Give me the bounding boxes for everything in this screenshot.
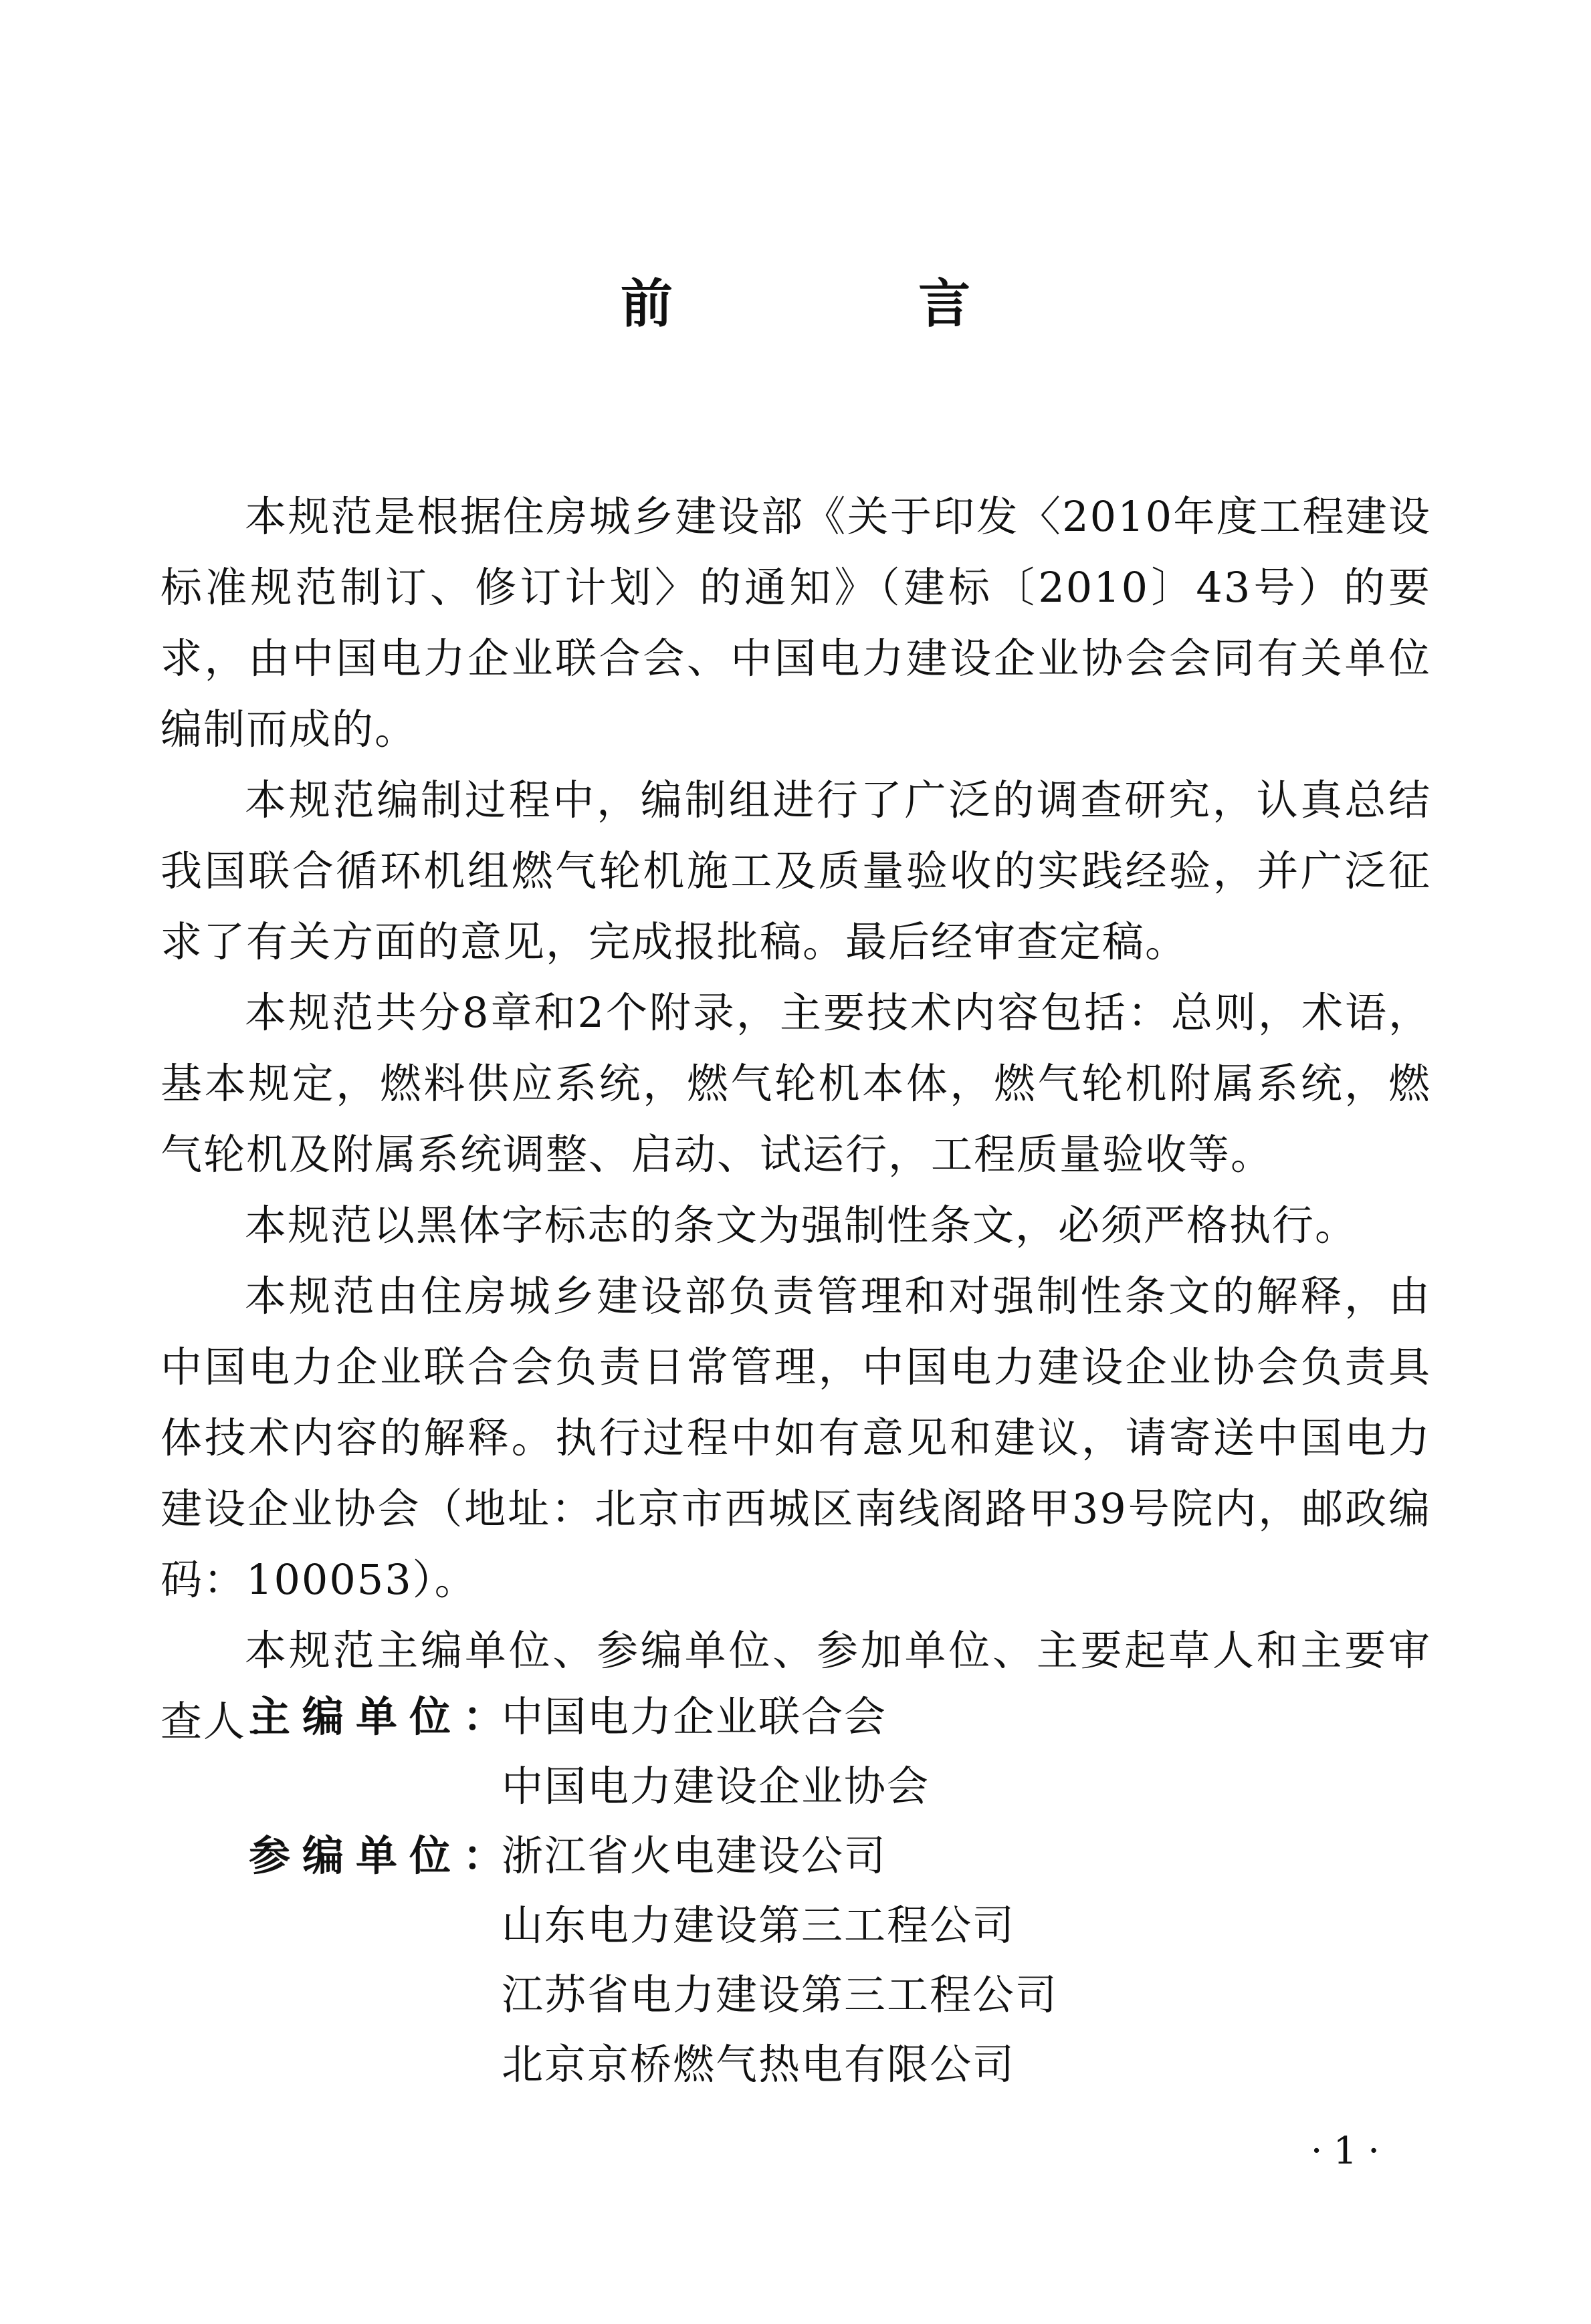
participating-unit-name: 北京京桥燃气热电有限公司 [502, 2040, 1016, 2089]
paragraph-5: 本规范由住房城乡建设部负责管理和对强制性条文的解释，由中国电力企业联合会负责日常管理，中国电力建设企业协会负责具体技术内容的解释。执行过程中如有意见和建议，请寄送中国电力建设企业协会（地址：北京市西城区南线阁路甲39号院内，邮政编码：100053）。 [161, 1272, 1431, 1604]
page-number: ·1· [1310, 2129, 1390, 2173]
chief-unit-name: 中国电力建设企业协会 [502, 1762, 930, 1811]
participating-unit-name: 江苏省电力建设第三工程公司 [502, 1970, 1059, 2019]
paragraph-3: 本规范共分8章和2个附录，主要技术内容包括：总则，术语，基本规定，燃料供应系统，燃气轮机本体，燃气轮机附属系统，燃气轮机及附属系统调整、启动、试运行，工程质量验收等。 [161, 988, 1431, 1179]
participating-units-row [249, 1821, 1426, 1891]
paragraph-4: 本规范以黑体字标志的条文为强制性条文，必须严格执行。 [245, 1201, 1358, 1250]
participating-units-label: 参编单位： [249, 1831, 517, 1880]
participating-unit-name: 浙江省火电建设公司 [502, 1831, 887, 1880]
chief-units-label: 主编单位： [249, 1692, 517, 1741]
preface-body [161, 481, 1431, 1757]
chief-unit-name: 中国电力企业联合会 [502, 1692, 887, 1741]
paragraph-1: 本规范是根据住房城乡建设部《关于印发〈2010年度工程建设标准规范制订、修订计划〉的通知》（建标〔2010〕43号）的要求，由中国电力企业联合会、中国电力建设企业协会会同有关单位编制而成的。 [161, 492, 1431, 753]
paragraph-2: 本规范编制过程中，编制组进行了广泛的调查研究，认真总结我国联合循环机组燃气轮机施工及质量验收的实践经验，并广泛征求了有关方面的意见，完成报批稿。最后经审查定稿。 [161, 776, 1431, 966]
page-title: 前 言 [620, 274, 1085, 334]
chief-units-row [249, 1682, 1426, 1752]
paragraph-6: 本规范主编单位、参编单位、参加单位、主要起草人和主要审查人： [161, 1626, 1431, 1746]
participating-unit-name: 山东电力建设第三工程公司 [502, 1901, 1016, 1950]
units-list [249, 1682, 1426, 2099]
